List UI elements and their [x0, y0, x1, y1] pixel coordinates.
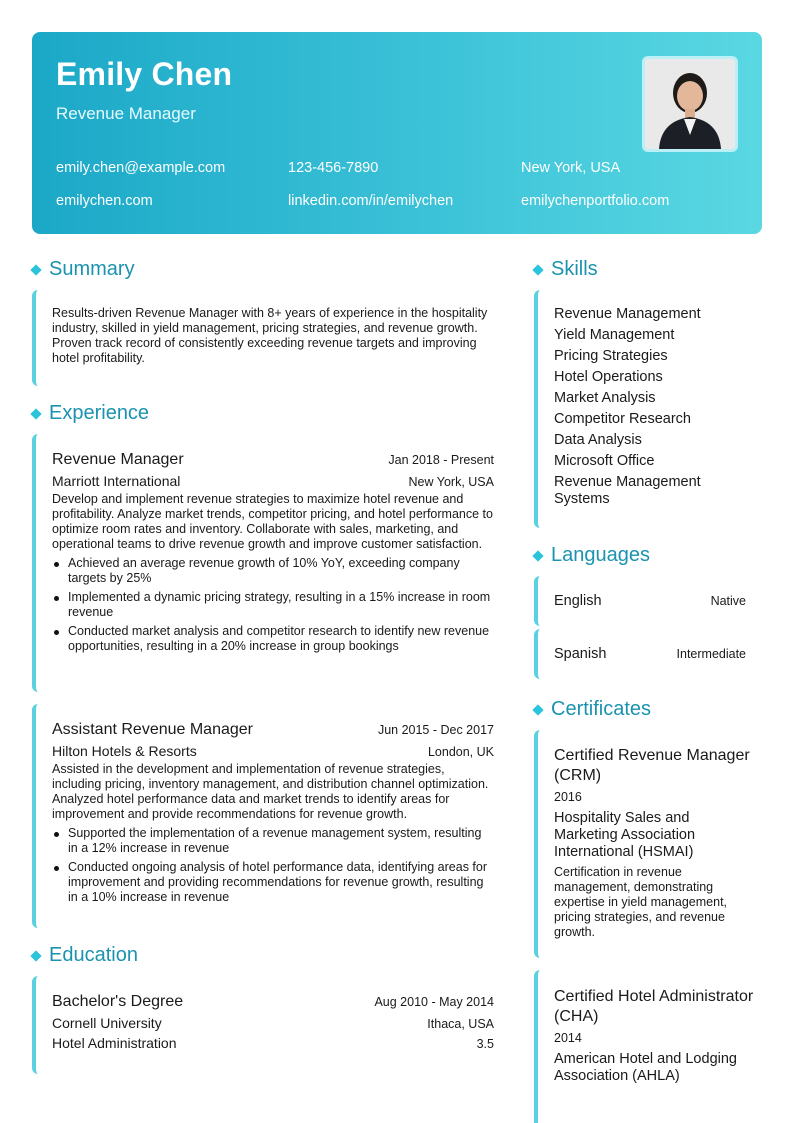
profile-photo-avatar-icon	[645, 59, 735, 149]
achievement-item: Achieved an average revenue growth of 10% YoY, exceeding company targets by 25%	[52, 556, 494, 586]
skills-card	[534, 290, 754, 528]
education-item	[32, 976, 494, 1074]
contact-location: New York, USA	[521, 160, 621, 176]
contact-phone[interactable]: 123-456-7890	[288, 160, 379, 176]
skill-item: Microsoft Office	[554, 453, 655, 469]
skill-item: Competitor Research	[554, 411, 691, 427]
job-achievements	[52, 556, 494, 654]
certificate-title: Certified Hotel Administrator (CHA)	[554, 988, 754, 1025]
certificates-heading-text: Certificates	[551, 698, 652, 720]
skill-item: Market Analysis	[554, 390, 656, 406]
diamond-bullet-icon	[30, 264, 41, 275]
experience-item	[32, 434, 494, 692]
job-location: London, UK	[427, 745, 494, 759]
skill-item: Pricing Strategies	[554, 348, 668, 364]
education-heading-text: Education	[49, 944, 138, 966]
education-field: Hotel Administration	[52, 1035, 177, 1051]
certificate-item	[534, 730, 754, 958]
education-degree: Bachelor's Degree	[52, 993, 184, 1010]
certificates-heading	[532, 698, 651, 721]
achievement-item: Conducted ongoing analysis of hotel performance data, identifying areas for improvement and providing recommendations for revenue growth, resulting in a 10% increase in revenue	[52, 860, 494, 905]
profile-photo	[642, 56, 738, 152]
job-title: Assistant Revenue Manager	[52, 721, 253, 738]
diamond-bullet-icon	[30, 950, 41, 961]
summary-heading	[30, 258, 135, 281]
skill-item: Hotel Operations	[554, 369, 663, 385]
certificate-year: 2016	[554, 790, 582, 804]
education-location: Ithaca, USA	[427, 1017, 494, 1031]
experience-heading	[30, 402, 149, 425]
certificate-title: Certified Revenue Manager (CRM)	[554, 747, 750, 784]
job-description: Assisted in the development and implementation of revenue strategies, including pricing, inventory management, and distribution channel optimization. Analyzed hotel performance data and market trends to identify areas for improvement and provide recommendations for revenue growth.	[52, 762, 489, 821]
education-dates: Aug 2010 - May 2014	[374, 995, 494, 1009]
contact-website[interactable]: emilychen.com	[56, 193, 153, 209]
language-name: Spanish	[554, 646, 607, 662]
skills-heading-text: Skills	[551, 258, 598, 280]
achievement-item: Implemented a dynamic pricing strategy, resulting in a 15% increase in room revenue	[52, 590, 494, 620]
job-dates: Jun 2015 - Dec 2017	[377, 723, 494, 737]
skills-heading	[532, 258, 598, 281]
languages-heading-text: Languages	[551, 544, 650, 566]
job-location: New York, USA	[408, 475, 494, 489]
job-company: Hilton Hotels & Resorts	[52, 743, 197, 759]
candidate-title: Revenue Manager	[56, 104, 196, 123]
certificate-organization: Hospitality Sales and Marketing Association International (HSMAI)	[554, 810, 696, 860]
achievement-item: Conducted market analysis and competitor research to identify new revenue opportunities, resulting in a 20% increase in group bookings	[52, 624, 494, 654]
summary-card	[32, 290, 494, 386]
certificate-item	[534, 970, 754, 1123]
language-level: Intermediate	[676, 647, 746, 661]
skill-item: Yield Management	[554, 327, 675, 343]
diamond-bullet-icon	[532, 704, 543, 715]
certificate-description: Certification in revenue management, demonstrating expertise in yield management, pricing strategies, and revenue growth.	[554, 865, 728, 939]
job-company: Marriott International	[52, 473, 181, 489]
job-dates: Jan 2018 - Present	[388, 453, 494, 467]
certificate-organization: American Hotel and Lodging Association (AHLA)	[554, 1051, 737, 1084]
education-heading	[30, 944, 138, 967]
skill-item: Data Analysis	[554, 432, 642, 448]
language-item	[534, 576, 746, 626]
languages-heading	[532, 544, 650, 567]
contact-linkedin[interactable]: linkedin.com/in/emilychen	[288, 193, 454, 209]
contact-portfolio[interactable]: emilychenportfolio.com	[521, 193, 670, 209]
education-gpa: 3.5	[476, 1037, 494, 1051]
achievement-item: Supported the implementation of a revenue management system, resulting in a 12% increase in revenue	[52, 826, 494, 856]
education-school: Cornell University	[52, 1015, 162, 1031]
candidate-name: Emily Chen	[56, 56, 233, 92]
diamond-bullet-icon	[30, 408, 41, 419]
job-title: Revenue Manager	[52, 451, 184, 468]
language-name: English	[554, 593, 602, 609]
diamond-bullet-icon	[532, 550, 543, 561]
resume-header	[32, 32, 762, 234]
skill-item: Revenue Management Systems	[554, 474, 701, 507]
job-description: Develop and implement revenue strategies to maximize hotel revenue and profitability. Analyze market trends, competitor pricing, and hotel performance to optimize room rates and inventory. Collaborate with sales, marketing, and operational teams to drive revenue growth and improve customer satisfaction.	[52, 492, 493, 551]
language-item	[534, 629, 746, 679]
experience-item	[32, 704, 494, 928]
language-level: Native	[710, 594, 746, 608]
job-achievements	[52, 826, 494, 905]
skill-item: Revenue Management	[554, 306, 701, 322]
diamond-bullet-icon	[532, 264, 543, 275]
certificate-year: 2014	[554, 1031, 582, 1045]
contact-email[interactable]: emily.chen@example.com	[56, 160, 226, 176]
summary-heading-text: Summary	[49, 258, 135, 280]
experience-heading-text: Experience	[49, 402, 150, 424]
summary-text: Results-driven Revenue Manager with 8+ years of experience in the hospitality industry, skilled in yield management, pricing strategies, and revenue growth. Proven track record of consistently exceeding revenue targets and improving hotel profitability.	[52, 306, 488, 365]
